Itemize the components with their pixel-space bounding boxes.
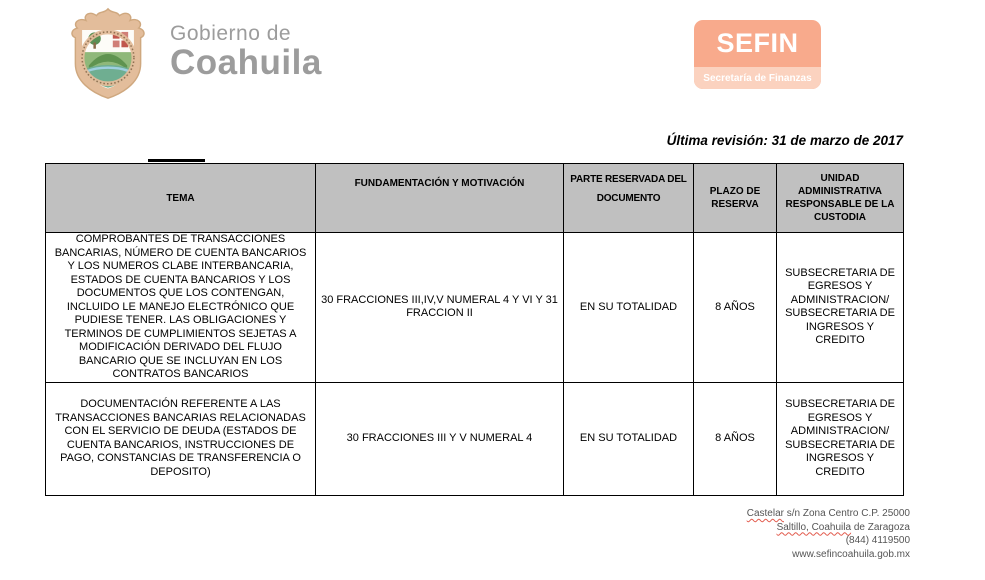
table-header-row — [46, 164, 904, 233]
footer-website: www.sefincoahuila.gob.mx — [792, 548, 910, 560]
footer-street: Castelar — [746, 508, 784, 519]
footer-address-line1 — [747, 507, 910, 521]
sefin-acronym: SEFIN — [716, 28, 799, 58]
col-header-tema: TEMA — [46, 164, 316, 233]
sefin-badge — [694, 20, 821, 89]
last-revision-note: Última revisión: 31 de marzo de 2017 — [666, 133, 903, 148]
cell-tema: DOCUMENTACIÓN REFERENTE A LAS TRANSACCIONES BANCARIAS RELACIONADAS CON EL SERVICIO DE DEUDA (ESTADOS DE CUENTA BANCARIOS, INSTRUCCIONES DE PAGO, CONSTANCIAS DE TRANSFERENCIA O DEPOSITO) — [46, 382, 316, 495]
footer-address-block — [747, 507, 910, 561]
cell-plazo: 8 AÑOS — [694, 233, 777, 383]
footer-city-rest: de Zaragoza — [851, 521, 910, 533]
redaction-mark — [148, 159, 205, 162]
cell-parte-reservada: EN SU TOTALIDAD — [564, 382, 694, 495]
footer-street-rest: s/n Zona Centro C.P. 25000 — [783, 508, 910, 519]
sefin-subtitle: Secretaría de Finanzas — [694, 67, 821, 89]
reserved-documents-table — [45, 163, 904, 496]
cell-plazo: 8 AÑOS — [694, 382, 777, 495]
table-row — [46, 382, 904, 495]
cell-fundamentacion: 30 FRACCIONES III,IV,V NUMERAL 4 Y VI Y 31 FRACCION II — [316, 233, 564, 383]
footer-city: Saltillo, Coahuila — [776, 521, 852, 533]
cell-unidad: SUBSECRETARIA DE EGRESOS Y ADMINISTRACION/ SUBSECRETARIA DE INGRESOS Y CREDITO — [777, 233, 904, 383]
footer-address-line2 — [747, 521, 910, 535]
col-header-unidad: UNIDAD ADMINISTRATIVA RESPONSABLE DE LA CUSTODIA — [777, 164, 904, 233]
logo-wordmark — [170, 22, 322, 83]
gobierno-coahuila-logo — [60, 6, 322, 102]
cell-unidad: SUBSECRETARIA DE EGRESOS Y ADMINISTRACION/ SUBSECRETARIA DE INGRESOS Y CREDITO — [777, 382, 904, 495]
cell-tema: COMPROBANTES DE TRANSACCIONES BANCARIAS, NÚMERO DE CUENTA BANCARIOS Y LOS NUMEROS CLABE INTERBANCARIA, ESTADOS DE CUENTA BANCARIOS Y LOS DOCUMENTOS QUE LOS CONTENGAN, INCLUIDO LE MANEJO ELECTRÓNICO QUE PUDIESE TENER. LAS OBLIGACIONES Y TERMINOS DE CUMPLIMIENTOS SEJETAS A MODIFICACIÓN DERIVADO DEL FLUJO BANCARIO QUE SE INCLUYAN EN LOS CONTRATOS BANCARIOS — [46, 233, 316, 383]
logo-line-gobierno: Gobierno de — [170, 22, 292, 45]
col-header-plazo: PLAZO DE RESERVA — [694, 164, 777, 233]
col-header-parte-reservada: PARTE RESERVADA DEL DOCUMENTO — [564, 164, 694, 233]
table-row — [46, 233, 904, 383]
coahuila-coat-of-arms-icon — [60, 6, 156, 102]
cell-fundamentacion: 30 FRACCIONES III Y V NUMERAL 4 — [316, 382, 564, 495]
logo-line-coahuila: Coahuila — [170, 43, 322, 82]
cell-parte-reservada: EN SU TOTALIDAD — [564, 233, 694, 383]
footer-phone: (844) 4119500 — [845, 535, 910, 546]
col-header-fundamentacion: FUNDAMENTACIÓN Y MOTIVACIÓN — [316, 164, 564, 233]
